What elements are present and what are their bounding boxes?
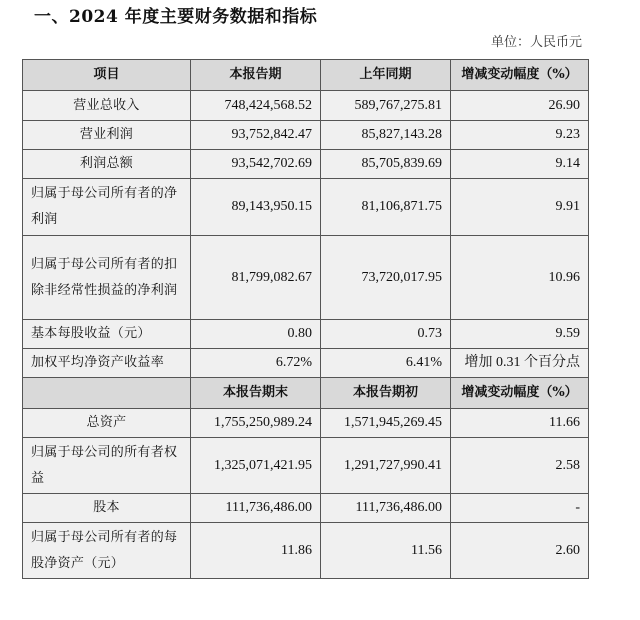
current-value: 1,325,071,421.95 xyxy=(191,438,321,494)
header-change-pct: 增减变动幅度（%） xyxy=(451,60,589,91)
current-value: 748,424,568.52 xyxy=(191,91,321,121)
current-value: 1,755,250,989.24 xyxy=(191,409,321,438)
row-label: 归属于母公司所有者的扣除非经常性损益的净利润 xyxy=(23,236,191,320)
table-row xyxy=(23,409,589,438)
current-value: 0.80 xyxy=(191,320,321,349)
table-header-row xyxy=(23,60,589,91)
table-row xyxy=(23,523,589,579)
row-label: 加权平均净资产收益率 xyxy=(23,349,191,378)
section-heading: 一、2024 年度主要财务数据和指标 xyxy=(34,7,318,27)
change-value: 增加 0.31 个百分点 xyxy=(451,349,589,378)
change-value: 26.90 xyxy=(451,91,589,121)
change-value: 9.23 xyxy=(451,121,589,150)
table-row xyxy=(23,150,589,179)
change-value: 11.66 xyxy=(451,409,589,438)
table-row xyxy=(23,320,589,349)
row-label: 基本每股收益（元） xyxy=(23,320,191,349)
header-prior-period: 上年同期 xyxy=(321,60,451,91)
change-value: 9.59 xyxy=(451,320,589,349)
table-row xyxy=(23,438,589,494)
header-blank xyxy=(23,378,191,409)
change-value: - xyxy=(451,494,589,523)
current-value: 93,752,842.47 xyxy=(191,121,321,150)
table-subheader-row xyxy=(23,378,589,409)
current-value: 81,799,082.67 xyxy=(191,236,321,320)
table-row xyxy=(23,349,589,378)
table-row xyxy=(23,179,589,236)
financial-data-table xyxy=(22,59,589,579)
header-period-end: 本报告期末 xyxy=(191,378,321,409)
header-change-pct: 增减变动幅度（%） xyxy=(451,378,589,409)
prior-value: 81,106,871.75 xyxy=(321,179,451,236)
table-row xyxy=(23,494,589,523)
header-period-start: 本报告期初 xyxy=(321,378,451,409)
unit-label: 单位：人民币元 xyxy=(490,35,582,50)
prior-value: 85,705,839.69 xyxy=(321,150,451,179)
row-label: 归属于母公司所有者的每股净资产（元） xyxy=(23,523,191,579)
current-value: 89,143,950.15 xyxy=(191,179,321,236)
row-label: 利润总额 xyxy=(23,150,191,179)
row-label: 总资产 xyxy=(23,409,191,438)
prior-value: 11.56 xyxy=(321,523,451,579)
header-current-period: 本报告期 xyxy=(191,60,321,91)
table-row xyxy=(23,91,589,121)
current-value: 111,736,486.00 xyxy=(191,494,321,523)
table-row xyxy=(23,236,589,320)
prior-value: 73,720,017.95 xyxy=(321,236,451,320)
current-value: 6.72% xyxy=(191,349,321,378)
row-label: 营业利润 xyxy=(23,121,191,150)
prior-value: 589,767,275.81 xyxy=(321,91,451,121)
prior-value: 1,571,945,269.45 xyxy=(321,409,451,438)
change-value: 9.14 xyxy=(451,150,589,179)
row-label: 归属于母公司所有者的净利润 xyxy=(23,179,191,236)
row-label: 股本 xyxy=(23,494,191,523)
prior-value: 111,736,486.00 xyxy=(321,494,451,523)
prior-value: 1,291,727,990.41 xyxy=(321,438,451,494)
row-label: 归属于母公司的所有者权益 xyxy=(23,438,191,494)
change-value: 2.58 xyxy=(451,438,589,494)
prior-value: 85,827,143.28 xyxy=(321,121,451,150)
prior-value: 6.41% xyxy=(321,349,451,378)
change-value: 10.96 xyxy=(451,236,589,320)
prior-value: 0.73 xyxy=(321,320,451,349)
change-value: 2.60 xyxy=(451,523,589,579)
table-row xyxy=(23,121,589,150)
row-label: 营业总收入 xyxy=(23,91,191,121)
current-value: 93,542,702.69 xyxy=(191,150,321,179)
current-value: 11.86 xyxy=(191,523,321,579)
header-item: 项目 xyxy=(23,60,191,91)
change-value: 9.91 xyxy=(451,179,589,236)
